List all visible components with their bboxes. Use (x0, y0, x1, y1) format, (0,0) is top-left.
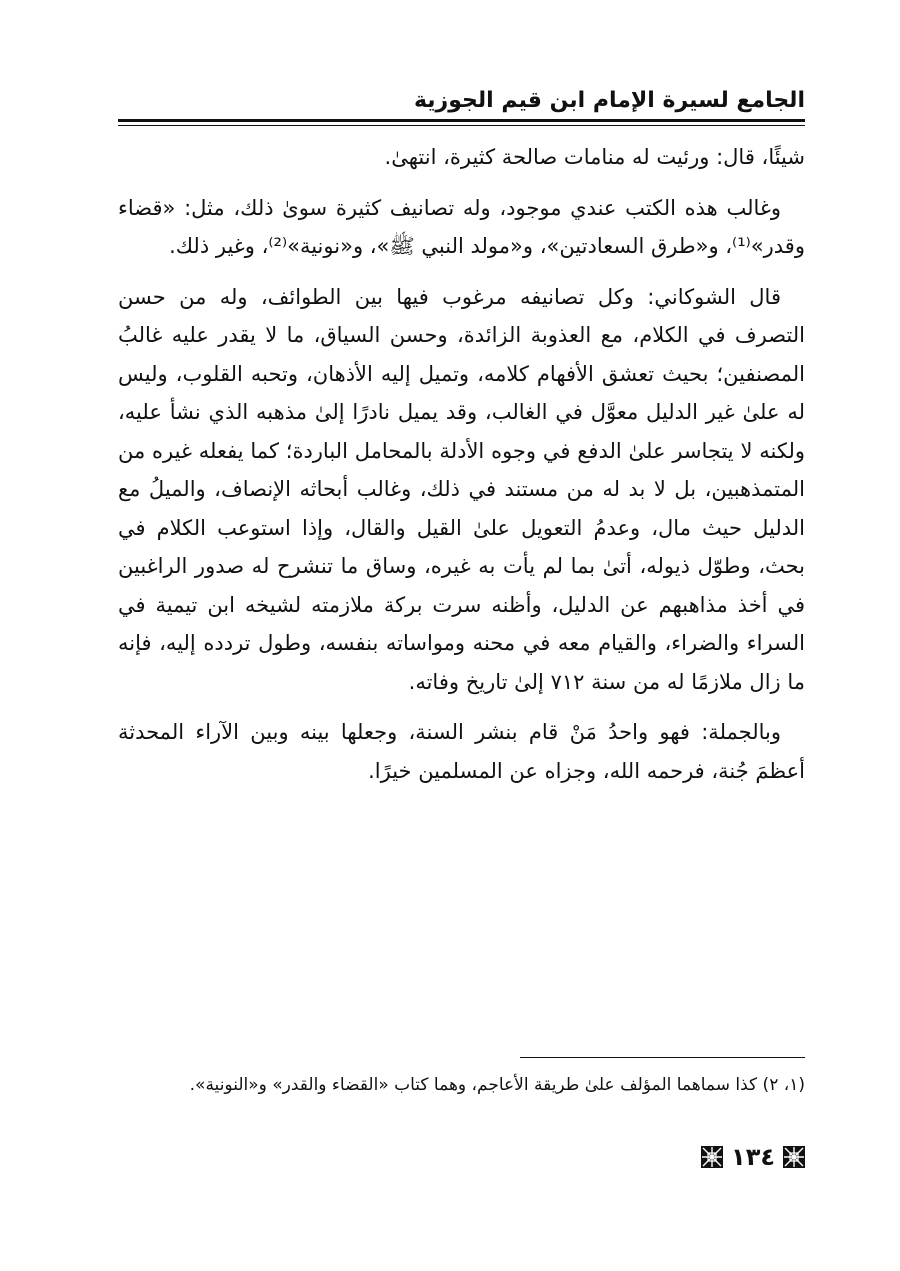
ornament-left-icon (701, 1146, 723, 1168)
paragraph-1: شيئًا، قال: ورئيت له منامات صالحة كثيرة، انتهىٰ. (384, 145, 805, 169)
footnotes (118, 1068, 805, 1102)
footnote-1: (١، ٢) كذا سماهما المؤلف علىٰ طريقة الأعاجم، وهما كتاب «القضاء والقدر» و«النونية». (189, 1075, 805, 1095)
main-text (118, 138, 805, 802)
page-number-block (701, 1142, 805, 1172)
paragraph-3: قال الشوكاني: وكل تصانيفه مرغوب فيها بين الطوائف، وله من حسن التصرف في الكلام، مع العذوبة الزائدة، وحسن السياق، ما لا يقدر عليه غالبُ المصنفين؛ بحيث تعشق الأفهام كلامه، وتميل إليه الأذهان، وتحبه القلوب، وليس له علىٰ غير الدليل معوَّل في الغالب، وقد يميل نادرًا إلىٰ مذهبه الذي نشأ عليه، ولكنه لا يتجاسر علىٰ الدفع في وجوه الأدلة بالمحامل الباردة؛ كما يفعله غيره من المتمذهبين، بل لا بد له من مستند في ذلك، وغالب أبحاثه الإنصاف، والميلُ مع الدليل حيث مال، وعدمُ التعويل علىٰ القيل والقال، وإذا استوعب الكلام في بحث، وطوّل ذيوله، أتىٰ بما لم يأت به غيره، وساق ما تنشرح له صدور الراغبين في أخذ مذاهبهم عن الدليل، وأظنه سرت بركة ملازمته لشيخه ابن تيمية في السراء والضراء، والقيام معه في محنه ومواساته بنفسه، وطول تردده إليه، فإنه ما زال ملازمًا له من سنة ٧١٢ إلىٰ تاريخ وفاته. (118, 284, 805, 694)
ornament-right-icon (783, 1146, 805, 1168)
paragraph-2: وغالب هذه الكتب عندي موجود، وله تصانيف كثيرة سوىٰ ذلك، مثل: «قضاء وقدر»⁽¹⁾، و«طرق السعادتين»، و«مولد النبي ﷺ»، و«نونية»⁽²⁾، وغير ذلك. (118, 195, 805, 258)
header-rule-thick (118, 119, 805, 122)
header-rule-thin (118, 125, 805, 126)
page-number: ١٣٤ (731, 1143, 775, 1171)
paragraph-4: وبالجملة: فهو واحدُ مَنْ قام بنشر السنة، وجعلها بينه وبين الآراء المحدثة أعظمَ جُنة، فرحمه الله، وجزاه عن المسلمين خيرًا. (118, 720, 805, 783)
footnote-separator (520, 1057, 805, 1058)
running-head-title: الجامع لسيرة الإمام ابن قيم الجوزية (413, 88, 805, 113)
